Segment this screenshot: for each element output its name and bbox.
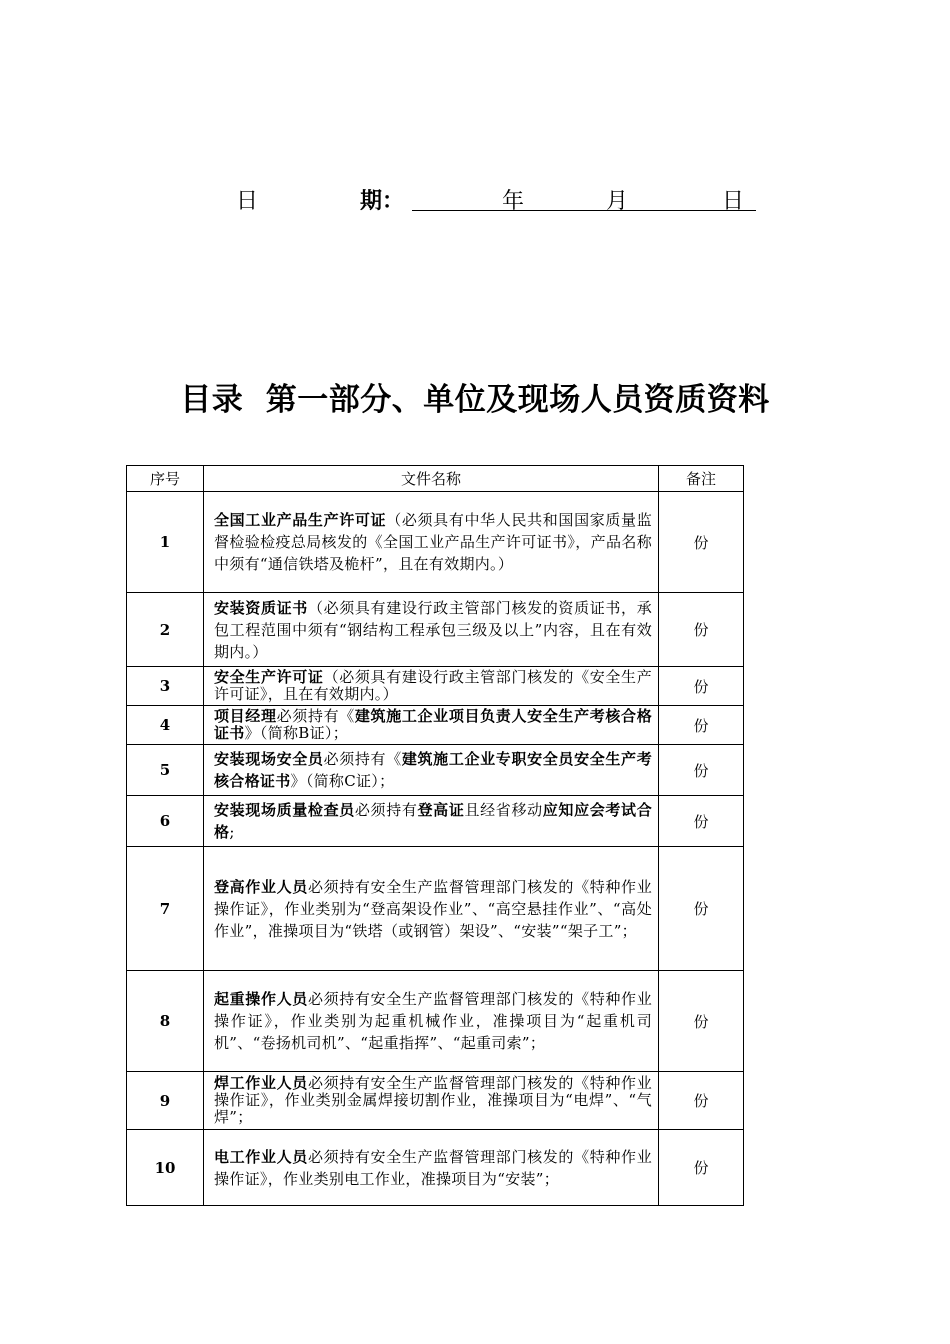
table-row [127, 667, 744, 706]
row-remark: 份 [659, 745, 744, 796]
document-table [126, 465, 744, 1206]
date-underline [412, 210, 756, 211]
row-text: 必须持有安全生产监督管理部门核发的《特种作业操作证》，作业类别为起重机械作业，准操项目为“起重机司机”、“卷扬机司机”、“起重指挥”、“起重司索”； [214, 990, 652, 1052]
row-no: 2 [127, 593, 204, 667]
row-content [204, 796, 659, 847]
date-label-ri: 日 [236, 189, 259, 214]
row-text: （必须具有中华人民共和国国家质量监督检验检疫总局核发的《全国工业产品生产许可证书》，产品名称中须有“通信铁塔及桅杆”，且在有效期内。） [214, 511, 652, 573]
page-title: 目录 第一部分、单位及现场人员资质资料 [180, 382, 770, 418]
row-content [204, 492, 659, 593]
row-bold: 项目经理 [214, 707, 277, 725]
row-bold-exam: 应知应会考试合格 [214, 801, 652, 841]
row-remark: 份 [659, 1130, 744, 1206]
row-remark: 份 [659, 593, 744, 667]
table-row [127, 1072, 744, 1130]
table-row [127, 1130, 744, 1206]
row-bold: 焊工作业人员 [214, 1074, 308, 1092]
table-row [127, 847, 744, 971]
table-row [127, 593, 744, 667]
row-content [204, 706, 659, 745]
row-text: 必须持有安全生产监督管理部门核发的《特种作业操作证》，作业类别金属焊接切割作业，准操项目为“电焊”、“气焊”； [214, 1074, 652, 1126]
row-content [204, 667, 659, 706]
table-header-row [127, 466, 744, 492]
date-month: 月 [606, 189, 629, 214]
table-row [127, 492, 744, 593]
row-bold: 全国工业产品生产许可证 [214, 511, 387, 529]
row-bold-cert: 建筑施工企业项目负责人安全生产考核合格证书 [214, 707, 652, 742]
row-no: 10 [127, 1130, 204, 1206]
row-no: 3 [127, 667, 204, 706]
row-text-mid: 且经省移动 [464, 801, 543, 819]
row-remark: 份 [659, 706, 744, 745]
row-text: （必须具有建设行政主管部门核发的《安全生产许可证》，且在有效期内。） [214, 668, 652, 703]
row-bold: 登高作业人员 [214, 877, 308, 896]
row-no: 6 [127, 796, 204, 847]
row-remark: 份 [659, 971, 744, 1072]
row-no: 5 [127, 745, 204, 796]
table-row [127, 706, 744, 745]
row-no: 1 [127, 492, 204, 593]
row-bold: 起重操作人员 [214, 990, 308, 1008]
date-day: 日 [722, 189, 745, 214]
row-text-tail: ; [229, 823, 235, 841]
row-content [204, 593, 659, 667]
row-text: （必须具有建设行政主管部门核发的资质证书，承包工程范围中须有“钢结构工程承包三级及以上”内容，且在有效期内。） [214, 598, 652, 661]
date-line [0, 184, 950, 218]
header-name: 文件名称 [204, 466, 659, 492]
table-row [127, 745, 744, 796]
row-content [204, 847, 659, 971]
row-no: 9 [127, 1072, 204, 1130]
table-row [127, 971, 744, 1072]
row-text: 必须持有安全生产监督管理部门核发的《特种作业操作证》，作业类别为“登高架设作业”、“高空悬挂作业”、“高处作业”，准操项目为“铁塔（或钢管）架设”、“安装”“架子工”； [214, 877, 652, 940]
row-content [204, 745, 659, 796]
row-no: 8 [127, 971, 204, 1072]
row-text: 必须持有安全生产监督管理部门核发的《特种作业操作证》，作业类别电工作业，准操项目为“安装”； [214, 1147, 652, 1188]
table-row [127, 796, 744, 847]
row-content [204, 1072, 659, 1130]
row-no: 4 [127, 706, 204, 745]
row-no: 7 [127, 847, 204, 971]
row-bold-cert: 建筑施工企业专职安全员安全生产考核合格证书 [214, 750, 652, 790]
row-content [204, 1130, 659, 1206]
row-remark: 份 [659, 796, 744, 847]
row-text: 必须持有《 [276, 707, 355, 725]
row-text-tail: 》（简称B证）； [244, 724, 349, 742]
row-text-tail: 》（简称C证）； [290, 772, 395, 790]
row-bold: 安装现场安全员 [214, 750, 324, 768]
row-text: 必须持有 [354, 801, 418, 819]
row-bold-cert: 登高证 [417, 801, 465, 819]
date-label-qi: 期： [360, 188, 405, 214]
row-bold: 安全生产许可证 [214, 668, 324, 686]
row-content [204, 971, 659, 1072]
header-no: 序号 [127, 466, 204, 492]
row-remark: 份 [659, 492, 744, 593]
row-bold: 安装现场质量检查员 [214, 801, 355, 819]
header-remark: 备注 [659, 466, 744, 492]
date-year: 年 [502, 189, 525, 214]
row-remark: 份 [659, 1072, 744, 1130]
row-remark: 份 [659, 667, 744, 706]
row-bold: 电工作业人员 [214, 1147, 308, 1166]
row-bold: 安装资质证书 [214, 598, 308, 617]
row-remark: 份 [659, 847, 744, 971]
row-text: 必须持有《 [323, 750, 402, 768]
